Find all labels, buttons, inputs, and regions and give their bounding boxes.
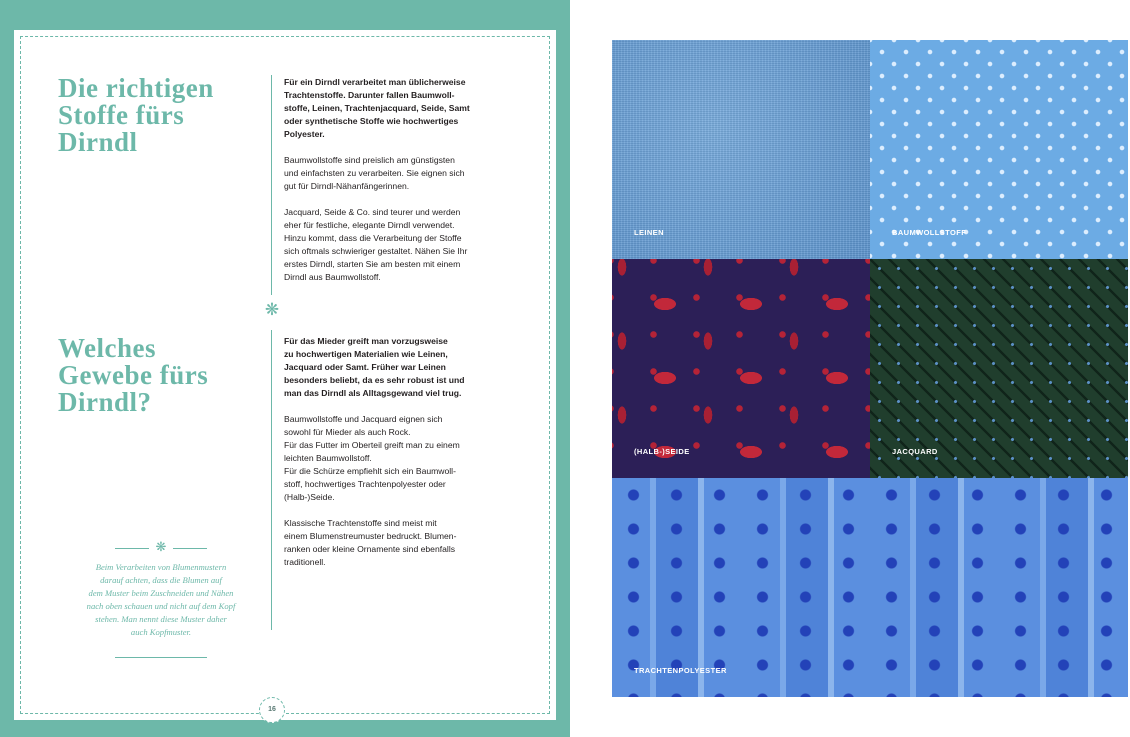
tip-rule <box>115 548 149 549</box>
divider-line <box>271 75 272 295</box>
heading-weave: Welches Gewebe fürs Dirndl? <box>58 333 209 417</box>
weave-paragraph: Baumwollstoffe und Jacquard eignen sich sowohl für Mieder als auch Rock. Für das Futter im Oberteil greift man zu einem leichten Baumwollstoff. Für die Schürze empfiehlt sich ein Baumwoll- stoff, hochwertiges Trachtenpolyester oder (Halb-)Seide. <box>284 414 460 502</box>
divider-line <box>271 330 272 630</box>
fabrics-text <box>284 76 524 297</box>
swatch-label: JACQUARD <box>892 447 938 456</box>
flower-icon: ❋ <box>155 540 167 555</box>
swatch-label: BAUMWOLLSTOFF <box>892 228 967 237</box>
right-page <box>570 0 1130 737</box>
swatch-jacquard <box>870 259 1128 478</box>
swatch-halbseide <box>612 259 870 478</box>
tip-box: Beim Verarbeiten von Blumenmustern darauf achten, dass die Blumen auf dem Muster beim Zuschneiden und Nähen nach oben schauen und nicht auf dem Kopf stehen. Man nennt diese Muster daher auch Kopfmuster. <box>86 562 236 637</box>
heading-fabrics: Die richtigen Stoffe fürs Dirndl <box>58 73 214 157</box>
fabrics-lead-paragraph: Für ein Dirndl verarbeitet man üblicherweise Trachtenstoffe. Darunter fallen Baumwoll- stoffe, Leinen, Trachtenjacquard, Seide, Samt oder synthetische Stoffe wie hochwertiges Polyester. <box>284 77 470 139</box>
content-card <box>14 30 556 720</box>
weave-text <box>284 335 524 582</box>
fabrics-paragraph: Baumwollstoffe sind preislich am günstigsten und einfachsten zu verarbeiten. Sie eignen sich gut für Dirndl-Nähanfängerinnen. <box>284 155 465 191</box>
weave-lead-paragraph: Für das Mieder greift man vorzugsweise zu hochwertigen Materialien wie Leinen, Jacquard oder Samt. Früher war Leinen besonders beliebt, da es sehr robust ist und man das Dirndl als Alltagsgewand viel trug. <box>284 336 465 398</box>
fabrics-paragraph: Jacquard, Seide & Co. sind teurer und werden eher für festliche, elegante Dirndl verwendet. Hinzu kommt, dass die Verarbeitung der Stoffe sich oftmals schwieriger gestaltet. Nähen Sie Ihr erstes Dirndl, starten Sie am besten mit einem Dirndl aus Baumwollstoff. <box>284 207 468 282</box>
swatch-trachtenpolyester <box>612 478 1128 697</box>
tip-rule <box>115 657 207 658</box>
swatch-label: (HALB-)SEIDE <box>634 447 690 456</box>
weave-paragraph: Klassische Trachtenstoffe sind meist mit einem Blumenstreumuster bedruckt. Blumen- ranken oder kleine Ornamente sind ebenfalls traditionell. <box>284 518 457 567</box>
flower-icon: ❋ <box>264 300 280 320</box>
swatch-baumwollstoff <box>870 40 1128 259</box>
swatch-leinen <box>612 40 870 259</box>
tip-rule <box>173 548 207 549</box>
swatch-label: TRACHTENPOLYESTER <box>634 666 727 675</box>
page-number: 16 <box>259 697 285 723</box>
swatch-label: LEINEN <box>634 228 664 237</box>
